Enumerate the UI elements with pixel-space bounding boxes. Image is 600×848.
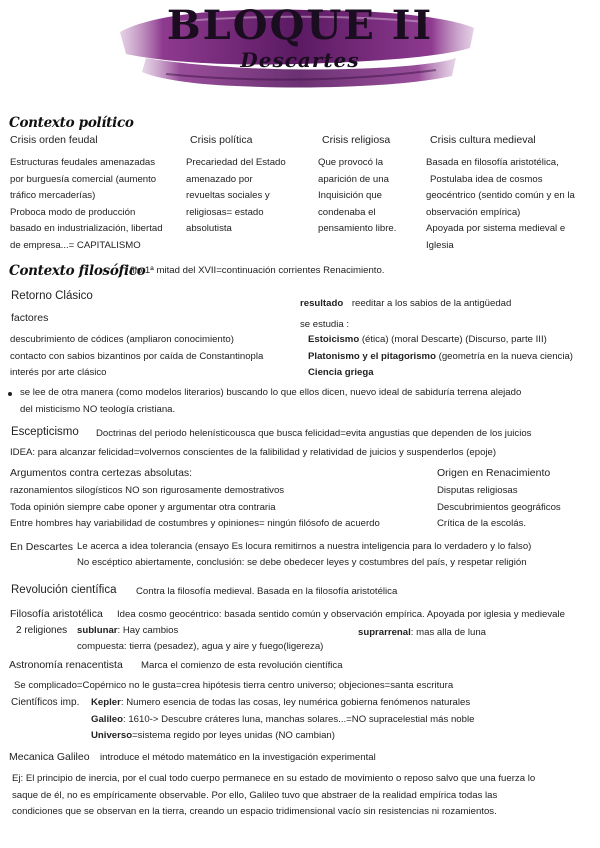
origen-list bbox=[437, 483, 561, 533]
bullet-line: se lee de otra manera (como modelos literarios) buscando lo que ellos dicen, nuevo ideal de sabiduría terrena alejado bbox=[20, 387, 522, 398]
col3-line: Inquisición que bbox=[318, 190, 383, 201]
origen-title: Origen en Renacimiento bbox=[437, 467, 551, 479]
col4-line: Iglesia bbox=[426, 239, 454, 251]
col2-text bbox=[186, 155, 286, 238]
col1-line: Proboca modo de producción bbox=[10, 206, 136, 218]
ejemplo-line: Ej: El principio de inercia, por el cual todo cuerpo permanece en su estado de movimiento o reposo salvo que una fuerza lo bbox=[12, 773, 536, 784]
ejemplo-line: condiciones que se observan en la tierra, creando un espacio tridimensional vacío sin resistencias ni rozamientos. bbox=[12, 806, 497, 817]
factor-item: contacto con sabios bizantinos por caída de Constantinopla bbox=[10, 350, 264, 362]
col3-line: Que provocó la bbox=[318, 157, 384, 168]
factor-item: interés por arte clásico bbox=[10, 367, 107, 378]
en-descartes-line1: Le acerca a idea tolerancia (ensayo Es locura remitirnos a nuestra inteligencia para lo verdadero y lo falso) bbox=[77, 541, 532, 552]
cientifico-text: : Numero esencia de todas las cosas, ley numérica gobierna fenómenos naturales bbox=[120, 697, 471, 708]
cientifico-text: : 1610-> Descubre cráteres luna, manchas solares...=NO supracelestial más noble bbox=[123, 713, 475, 725]
se-estudia-label: se estudia : bbox=[300, 319, 350, 330]
col1-text bbox=[10, 155, 163, 254]
resultado-label: resultado bbox=[300, 298, 344, 309]
copernico-line: Se complicado=Copérnico no le gusta=crea hipótesis tierra centro universo; objeciones=santa escritura bbox=[14, 680, 454, 691]
escepticismo-idea: IDEA: para alcanzar felicidad=volvernos conscientes de la falibilidad y relatividad de juicios y suspenderlos (epoje) bbox=[10, 447, 497, 458]
resultado-row bbox=[300, 296, 511, 313]
col1-line: tráfico mercaderías) bbox=[10, 190, 96, 201]
argumentos-list bbox=[10, 483, 380, 533]
col2-line: absolutista bbox=[186, 223, 232, 234]
cientifico-text: =sistema regido por leyes unidas (NO cambian) bbox=[132, 730, 335, 741]
col4-title: Crisis cultura medieval bbox=[430, 134, 536, 146]
cientifico-name: Galileo bbox=[91, 713, 123, 725]
ejemplo-line: saque de él, no es empíricamente observable. Por ello, Galileo tuvo que abstraer de la realidad empírica todas las bbox=[12, 789, 498, 801]
estudio-detail: (geometría en la nueva ciencia) bbox=[435, 350, 574, 362]
astronomia-text: Marca el comienzo de esta revolución científica bbox=[141, 660, 343, 671]
col1-line: Estructuras feudales amenazadas bbox=[10, 157, 156, 168]
factor-item: descubrimiento de códices (ampliaron conocimiento) bbox=[10, 334, 234, 345]
sublunar-composition: compuesta: tierra (pesadez), agua y aire y fuego(ligereza) bbox=[77, 641, 324, 652]
origen-item: Descubrimientos geográficos bbox=[437, 501, 561, 513]
argumento-item: Toda opinión siempre cabe oponer y argumentar otra contraria bbox=[10, 501, 276, 513]
origen-item: Disputas religiosas bbox=[437, 485, 518, 496]
mecanica-text: introduce el método matemático en la investigación experimental bbox=[100, 752, 376, 763]
en-descartes-label: En Descartes bbox=[10, 541, 74, 553]
escepticismo-line1: Doctrinas del periodo helenísticousca que busca felicidad=evita angustias que dependen de los juicios bbox=[96, 428, 532, 439]
argumentos-title: Argumentos contra certezas absolutas: bbox=[10, 467, 193, 479]
en-descartes-line2: No escéptico abiertamente, conclusión: se debe obedecer leyes y costumbres del país, y respetar religión bbox=[77, 557, 527, 568]
col4-line: Apoyada por sistema medieval e bbox=[426, 223, 566, 234]
bullet-line: del misticismo NO teología cristiana. bbox=[20, 403, 176, 415]
col1-line: basado en industrialización, libertad bbox=[10, 223, 163, 234]
col4-line: Postulaba idea de cosmos bbox=[430, 173, 543, 185]
suprarrenal-text: : mas alla de luna bbox=[410, 627, 486, 638]
estudio-name: Ciencia griega bbox=[308, 367, 374, 378]
estudio-item bbox=[308, 349, 573, 366]
cientifico-item bbox=[91, 728, 474, 745]
factores-list bbox=[10, 332, 263, 382]
origen-item: Crítica de la escolás. bbox=[437, 518, 527, 529]
cientificos-list bbox=[91, 695, 474, 745]
contexto-politico-heading: Contexto político bbox=[9, 115, 134, 131]
col2-line: amenazado por bbox=[186, 173, 253, 185]
col2-line: revueltas sociales y bbox=[186, 190, 270, 201]
resultado-text: reeditar a los sabios de la antigüedad bbox=[351, 298, 512, 309]
suprarrenal-label: suprarrenal bbox=[358, 627, 411, 638]
col1-title: Crisis orden feudal bbox=[10, 134, 98, 146]
page-title: BLOQUE II bbox=[166, 2, 434, 49]
col3-line: pensamiento libre. bbox=[318, 223, 397, 234]
col1-line: de empresa...= CAPITALISMO bbox=[10, 239, 141, 251]
escepticismo-title: Escepticismo bbox=[11, 426, 79, 438]
page-subtitle: Descartes bbox=[240, 48, 360, 72]
contexto-filosofico-heading: Contexto filosófico bbox=[9, 263, 146, 279]
col3-title: Crisis religiosa bbox=[322, 134, 391, 146]
ejemplo-paragraph bbox=[12, 771, 535, 821]
col4-line: Basada en filosofía aristotélica, bbox=[426, 157, 559, 168]
bullet-dot bbox=[8, 392, 12, 396]
factores-label: factores bbox=[11, 312, 49, 324]
sublunar-label: sublunar bbox=[77, 625, 118, 636]
col4-line: geocéntrico (sentido común y en la bbox=[426, 190, 575, 201]
estudios-list bbox=[308, 332, 573, 382]
estudio-name: Estoicismo bbox=[308, 334, 360, 345]
revolucion-title: Revolución científica bbox=[11, 584, 117, 596]
retorno-clasico-title: Retorno Clásico bbox=[11, 290, 93, 302]
filosofia-aristotelica-label: Filosofía aristotélica bbox=[10, 608, 103, 620]
estudio-item bbox=[308, 365, 573, 382]
sublunar-row bbox=[77, 623, 178, 640]
col3-line: aparición de una bbox=[318, 173, 389, 185]
col3-line: condenaba el bbox=[318, 206, 376, 218]
sublunar-text: : Hay cambios bbox=[117, 625, 179, 636]
estudio-name: Platonismo y el pitagorismo bbox=[308, 350, 436, 362]
col2-title: Crisis política bbox=[190, 134, 253, 146]
col4-text bbox=[426, 155, 575, 254]
contexto-filosofico-intro: filo 1ª mitad del XVII=continuación corrientes Renacimiento. bbox=[130, 265, 385, 276]
col2-line: religiosas= estado bbox=[186, 206, 264, 218]
cientifico-name: Universo bbox=[91, 730, 133, 741]
argumento-item: razonamientos silogísticos NO son rigurosamente demostrativos bbox=[10, 485, 285, 496]
cientifico-item bbox=[91, 695, 474, 712]
cientifico-name: Kepler bbox=[91, 697, 121, 708]
col3-text bbox=[318, 155, 396, 238]
col2-line: Precariedad del Estado bbox=[186, 157, 286, 168]
argumento-item: Entre hombres hay variabilidad de costumbres y opiniones= ningún filósofo de acuerdo bbox=[10, 518, 380, 529]
estudio-item bbox=[308, 332, 573, 349]
cientifico-item bbox=[91, 712, 474, 729]
col1-line: por burguesía comercial (aumento bbox=[10, 173, 157, 185]
estudio-detail: (ética) (moral Descarte) (Discurso, parte III) bbox=[359, 334, 547, 345]
bullet-text bbox=[20, 385, 521, 418]
col4-line: observación empírica) bbox=[426, 206, 521, 218]
suprarrenal-row bbox=[358, 625, 486, 642]
cientificos-label: Científicos imp. bbox=[11, 697, 80, 708]
filosofia-aristotelica-text: Idea cosmo geocéntrico: basada sentido común y observación empírica. Apoyada por iglesia y medievale bbox=[117, 609, 565, 620]
astronomia-label: Astronomía renacentista bbox=[9, 659, 123, 671]
mecanica-label: Mecanica Galileo bbox=[9, 751, 90, 763]
revolucion-intro: Contra la filosofía medieval. Basada en la filosofía aristotélica bbox=[136, 586, 398, 597]
dos-religiones-label: 2 religiones bbox=[16, 625, 68, 636]
